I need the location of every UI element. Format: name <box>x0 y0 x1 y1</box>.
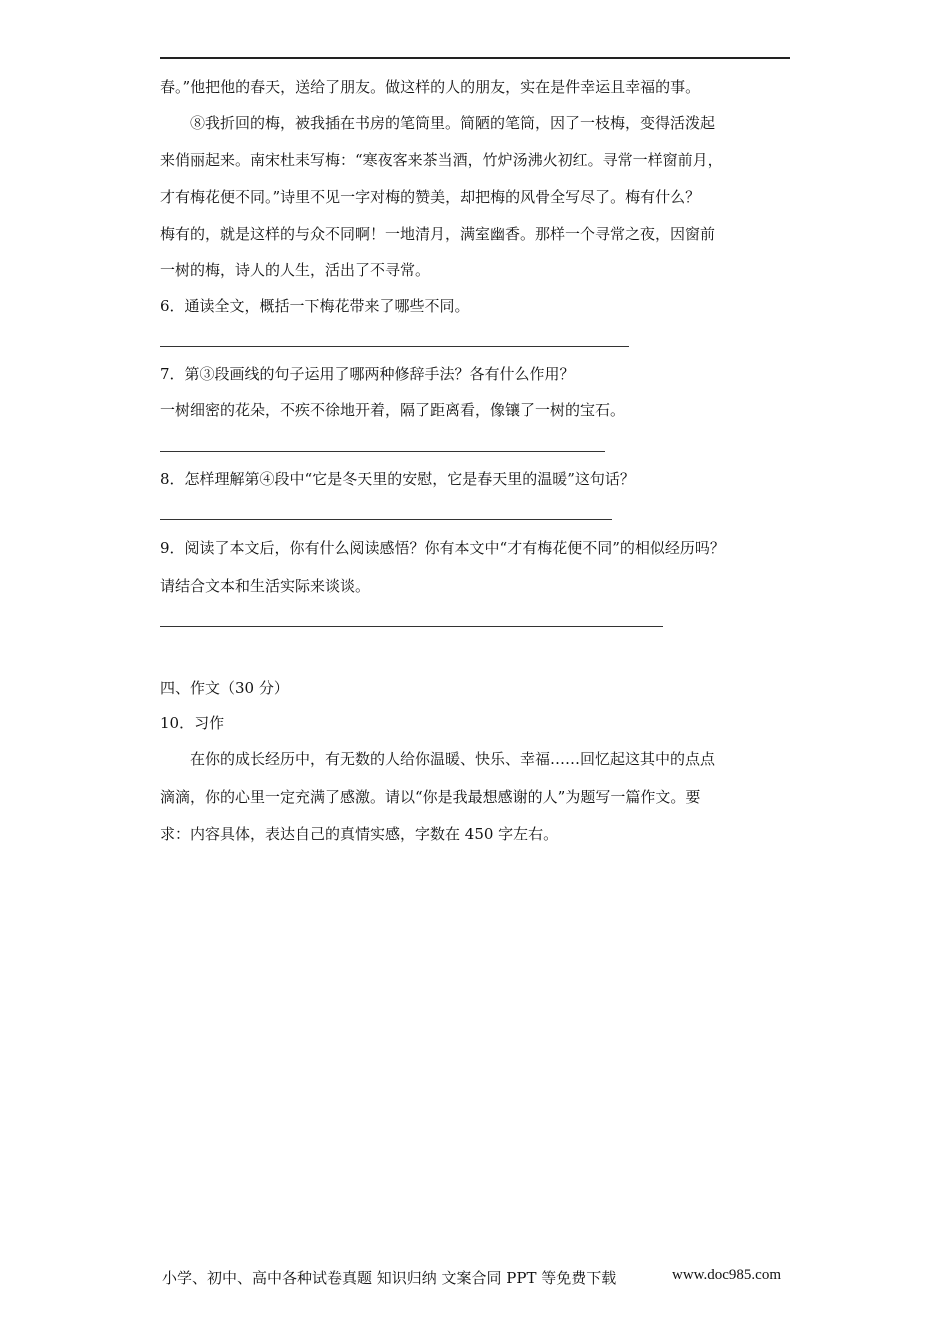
passage-line-6: 一树的梅，诗人的人生，活出了不寻常。 <box>160 261 431 279</box>
footer-url[interactable]: www.doc985.com <box>672 1267 782 1283</box>
question-9-line-2: 请结合文本和生活实际来谈谈。 <box>160 577 371 595</box>
footer-text: 小学、初中、高中各种试卷真题 知识归纳 文案合同 PPT 等免费下载 <box>162 1269 617 1287</box>
composition-prompt-line-2: 滴滴，你的心里一定充满了感激。请以“你是我最想感谢的人”为题写一篇作文。要 <box>160 788 701 806</box>
question-7: 7．第③段画线的句子运用了哪两种修辞手法？各有什么作用？ <box>160 365 575 383</box>
question-6: 6．通读全文，概括一下梅花带来了哪些不同。 <box>160 297 470 315</box>
passage-line-5: 梅有的，就是这样的与众不同啊！一地清月，满室幽香。那样一个寻常之夜，因窗前 <box>160 225 716 243</box>
section-title: 四、作文（30 分） <box>160 679 289 697</box>
passage-line-3: 来俏丽起来。南宋杜耒写梅：“寒夜客来茶当酒，竹炉汤沸火初红。寻常一样窗前月， <box>160 151 723 169</box>
answer-line-7[interactable] <box>160 451 605 452</box>
passage-line-4: 才有梅花便不同。”诗里不见一字对梅的赞美，却把梅的风骨全写尽了。梅有什么？ <box>160 188 701 206</box>
question-7-sentence: 一树细密的花朵，不疾不徐地开着，隔了距离看，像镶了一树的宝石。 <box>160 401 626 419</box>
passage-line-1: 春。”他把他的春天，送给了朋友。做这样的人的朋友，实在是件幸运且幸福的事。 <box>160 78 701 96</box>
composition-prompt-line-3: 求：内容具体，表达自己的真情实感，字数在 450 字左右。 <box>160 825 559 843</box>
question-9-line-1: 9．阅读了本文后，你有什么阅读感悟？你有本文中“才有梅花便不同”的相似经历吗？ <box>160 539 725 557</box>
passage-line-2: ⑧我折回的梅，被我插在书房的笔筒里。简陋的笔筒，因了一枝梅，变得活泼起 <box>190 114 716 132</box>
answer-line-6[interactable] <box>160 346 629 347</box>
answer-line-8[interactable] <box>160 519 612 520</box>
question-8: 8．怎样理解第④段中“它是冬天里的安慰，它是春天里的温暖”这句话？ <box>160 470 635 488</box>
question-10-title: 10．习作 <box>160 714 225 732</box>
composition-prompt-line-1: 在你的成长经历中，有无数的人给你温暖、快乐、幸福……回忆起这其中的点点 <box>190 750 716 768</box>
answer-line-9[interactable] <box>160 626 663 627</box>
header-rule <box>160 57 790 59</box>
